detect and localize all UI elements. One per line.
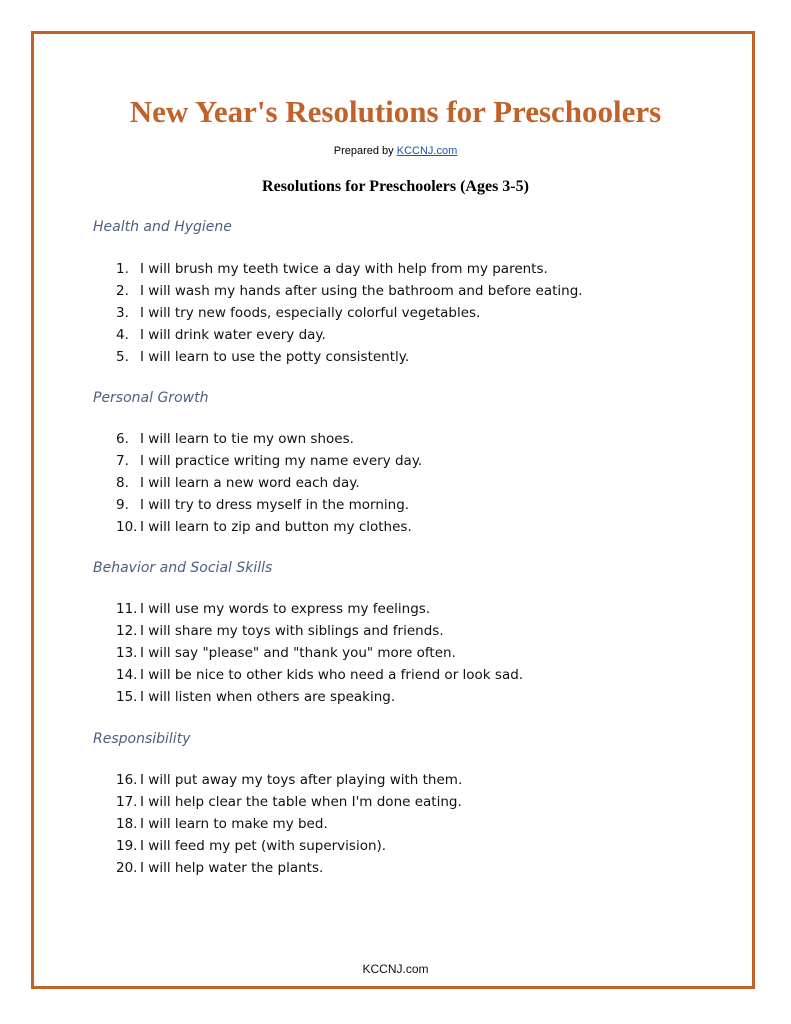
item-text: I will learn a new word each day. bbox=[140, 475, 360, 491]
item-text: I will learn to tie my own shoes. bbox=[140, 431, 354, 447]
prepared-by-prefix: Prepared by bbox=[333, 145, 397, 157]
page-title: New Year's Resolutions for Preschoolers bbox=[129, 94, 662, 129]
item-number: 4. bbox=[116, 327, 129, 343]
section-heading-health-hygiene: Health and Hygiene bbox=[93, 219, 232, 235]
item-number: 7. bbox=[116, 453, 129, 469]
item-text: I will use my words to express my feelings. bbox=[140, 601, 431, 617]
item-text: I will learn to make my bed. bbox=[140, 816, 328, 832]
item-text: I will feed my pet (with supervision). bbox=[140, 838, 387, 854]
item-number: 8. bbox=[116, 475, 129, 491]
item-number: 12. bbox=[116, 623, 138, 639]
item-number: 9. bbox=[116, 497, 129, 513]
item-number: 11. bbox=[116, 601, 138, 617]
item-text: I will be nice to other kids who need a friend or look sad. bbox=[140, 667, 524, 683]
item-text: I will brush my teeth twice a day with help from my parents. bbox=[140, 261, 548, 277]
prepared-by-line bbox=[0, 144, 791, 158]
item-text: I will say "please" and "thank you" more often. bbox=[140, 645, 456, 661]
item-text: I will learn to use the potty consistently. bbox=[140, 349, 410, 365]
item-text: I will try to dress myself in the morning. bbox=[140, 497, 410, 513]
item-number: 17. bbox=[116, 794, 138, 810]
section-heading-behavior-social: Behavior and Social Skills bbox=[93, 560, 273, 576]
item-number: 1. bbox=[116, 261, 129, 277]
item-number: 2. bbox=[116, 283, 129, 299]
document-subtitle: Resolutions for Preschoolers (Ages 3-5) bbox=[262, 178, 529, 195]
item-text: I will listen when others are speaking. bbox=[140, 689, 396, 705]
item-text: I will practice writing my name every day. bbox=[140, 453, 423, 469]
item-number: 19. bbox=[116, 838, 138, 854]
item-text: I will help water the plants. bbox=[140, 860, 324, 876]
item-number: 18. bbox=[116, 816, 138, 832]
prepared-by-link[interactable]: KCCNJ.com bbox=[396, 145, 458, 157]
item-number: 5. bbox=[116, 349, 129, 365]
item-number: 16. bbox=[116, 772, 138, 788]
section-heading-personal-growth: Personal Growth bbox=[93, 390, 209, 406]
item-number: 15. bbox=[116, 689, 138, 705]
item-number: 20. bbox=[116, 860, 138, 876]
item-text: I will learn to zip and button my clothes. bbox=[140, 519, 412, 535]
item-number: 3. bbox=[116, 305, 129, 321]
item-number: 13. bbox=[116, 645, 138, 661]
item-text: I will wash my hands after using the bathroom and before eating. bbox=[140, 283, 583, 299]
item-number: 10. bbox=[116, 519, 138, 535]
item-text: I will put away my toys after playing with them. bbox=[140, 772, 463, 788]
item-number: 14. bbox=[116, 667, 138, 683]
section-heading-responsibility: Responsibility bbox=[93, 731, 191, 747]
item-text: I will share my toys with siblings and friends. bbox=[140, 623, 444, 639]
item-number: 6. bbox=[116, 431, 129, 447]
item-text: I will drink water every day. bbox=[140, 327, 326, 343]
item-text: I will help clear the table when I'm done eating. bbox=[140, 794, 462, 810]
page-footer: KCCNJ.com bbox=[362, 962, 429, 976]
item-text: I will try new foods, especially colorful vegetables. bbox=[140, 305, 481, 321]
